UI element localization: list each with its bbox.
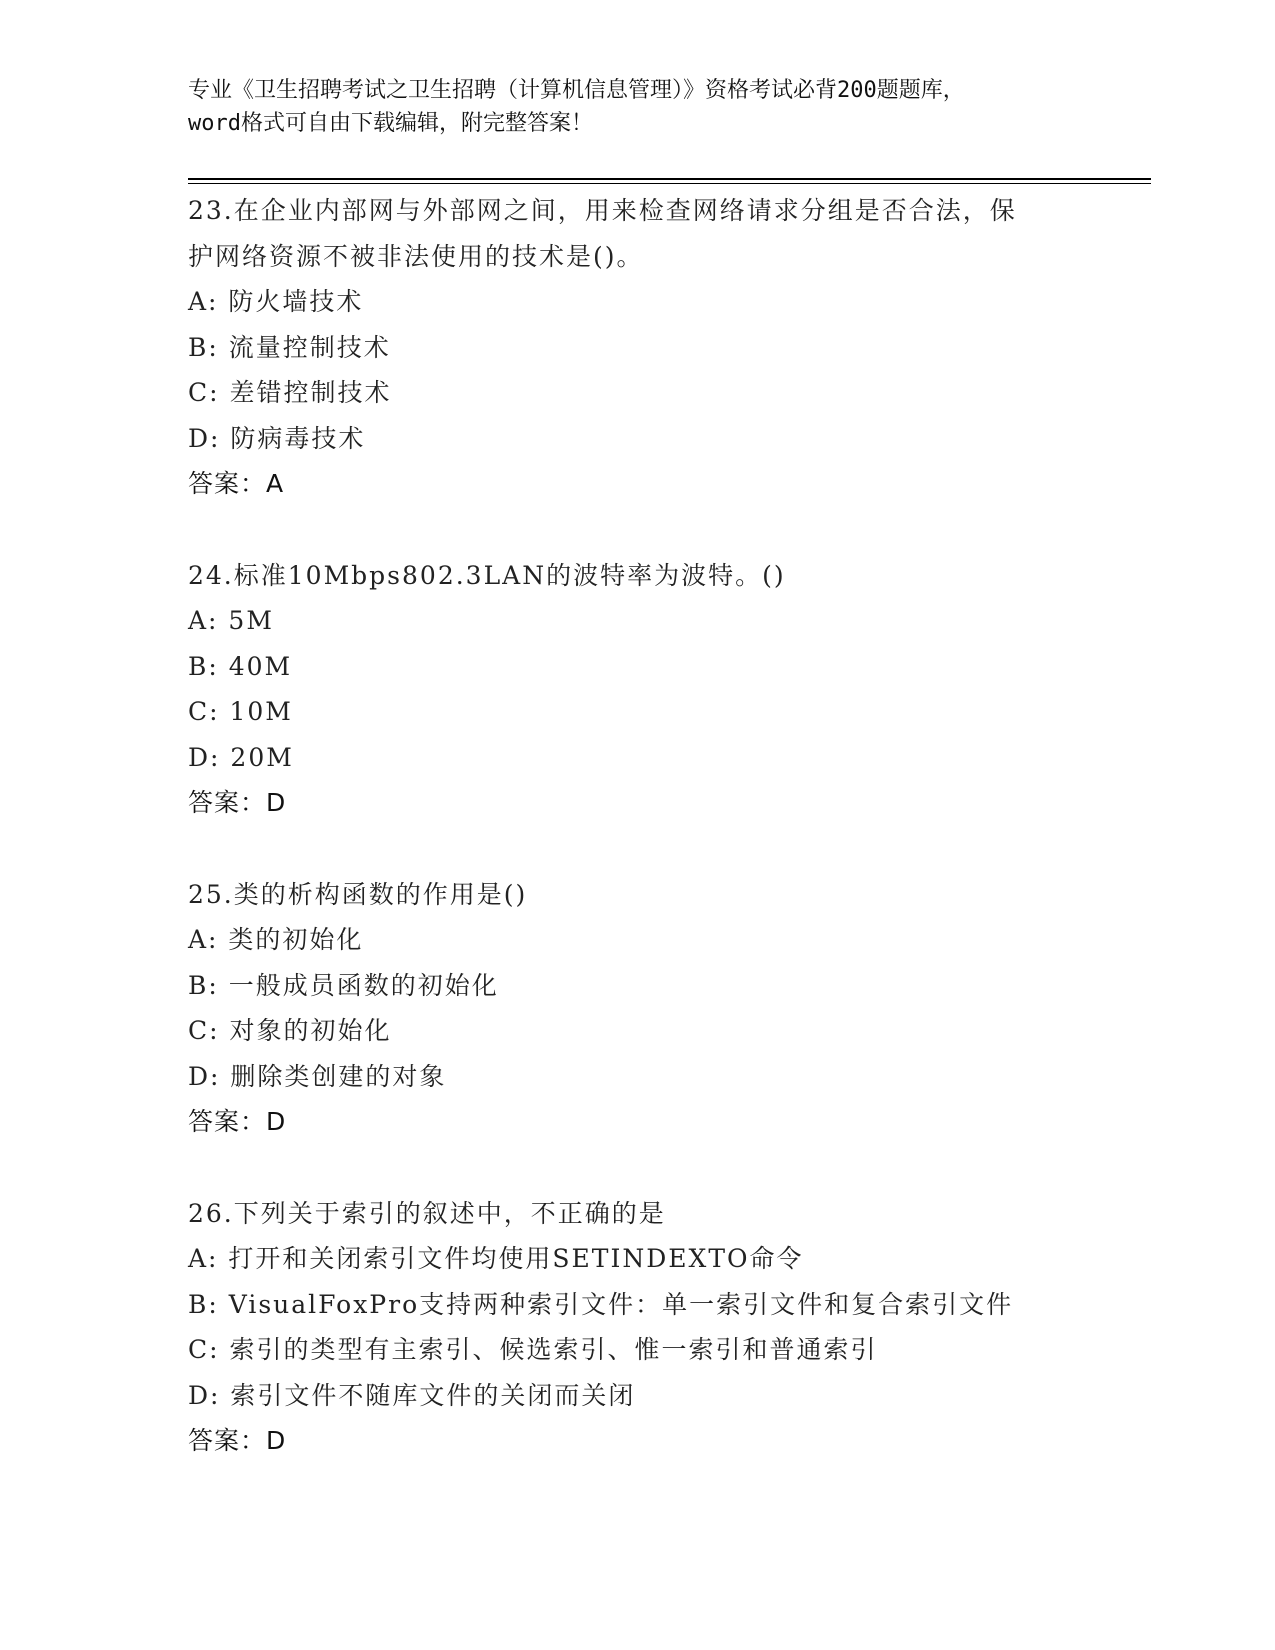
question-stem: 24.标准10Mbps802.3LAN的波特率为波特。() bbox=[188, 560, 786, 590]
question-stem: 护网络资源不被非法使用的技术是()。 bbox=[188, 241, 644, 271]
question-23 bbox=[188, 188, 1108, 507]
header-rule-thick bbox=[188, 178, 1151, 180]
question-stem: 23.在企业内部网与外部网之间，用来检查网络请求分组是否合法，保 bbox=[188, 196, 1017, 225]
option-d: D: 防病毒技术 bbox=[188, 423, 366, 453]
answer-line: 答案：A bbox=[188, 469, 285, 498]
option-d: D: 删除类创建的对象 bbox=[188, 1061, 447, 1091]
option-a: A: 打开和关闭索引文件均使用SETINDEXTO命令 bbox=[188, 1244, 804, 1273]
question-stem: 25.类的析构函数的作用是() bbox=[188, 879, 528, 909]
question-26 bbox=[188, 1191, 1108, 1464]
option-c: C: 10M bbox=[188, 697, 293, 726]
option-d: D: 20M bbox=[188, 742, 294, 772]
option-b: B: VisualFoxPro支持两种索引文件：单一索引文件和复合索引文件 bbox=[188, 1289, 1014, 1319]
option-b: B: 一般成员函数的初始化 bbox=[188, 970, 499, 1000]
header-line-1: 专业《卫生招聘考试之卫生招聘（计算机信息管理）》资格考试必背200题题库， bbox=[188, 78, 965, 103]
header-line-2: word格式可自由下载编辑，附完整答案！ bbox=[188, 111, 593, 136]
option-b: B: 40M bbox=[188, 651, 293, 681]
option-c: C: 对象的初始化 bbox=[188, 1016, 392, 1045]
option-a: A: 防火墙技术 bbox=[188, 287, 364, 316]
option-d: D: 索引文件不随库文件的关闭而关闭 bbox=[188, 1380, 636, 1410]
document-header bbox=[188, 74, 1088, 140]
answer-line: 答案：D bbox=[188, 1107, 287, 1136]
option-c: C: 索引的类型有主索引、候选索引、惟一索引和普通索引 bbox=[188, 1335, 878, 1364]
header-rule-thin bbox=[188, 183, 1151, 184]
option-a: A: 类的初始化 bbox=[188, 925, 364, 954]
option-a: A: 5M bbox=[188, 606, 274, 635]
option-c: C: 差错控制技术 bbox=[188, 378, 392, 407]
question-list bbox=[188, 188, 1108, 1510]
answer-line: 答案：D bbox=[188, 788, 287, 817]
option-b: B: 流量控制技术 bbox=[188, 332, 391, 362]
question-25 bbox=[188, 872, 1108, 1145]
question-stem: 26.下列关于索引的叙述中，不正确的是 bbox=[188, 1198, 666, 1228]
answer-line: 答案：D bbox=[188, 1426, 287, 1455]
question-24 bbox=[188, 553, 1108, 826]
